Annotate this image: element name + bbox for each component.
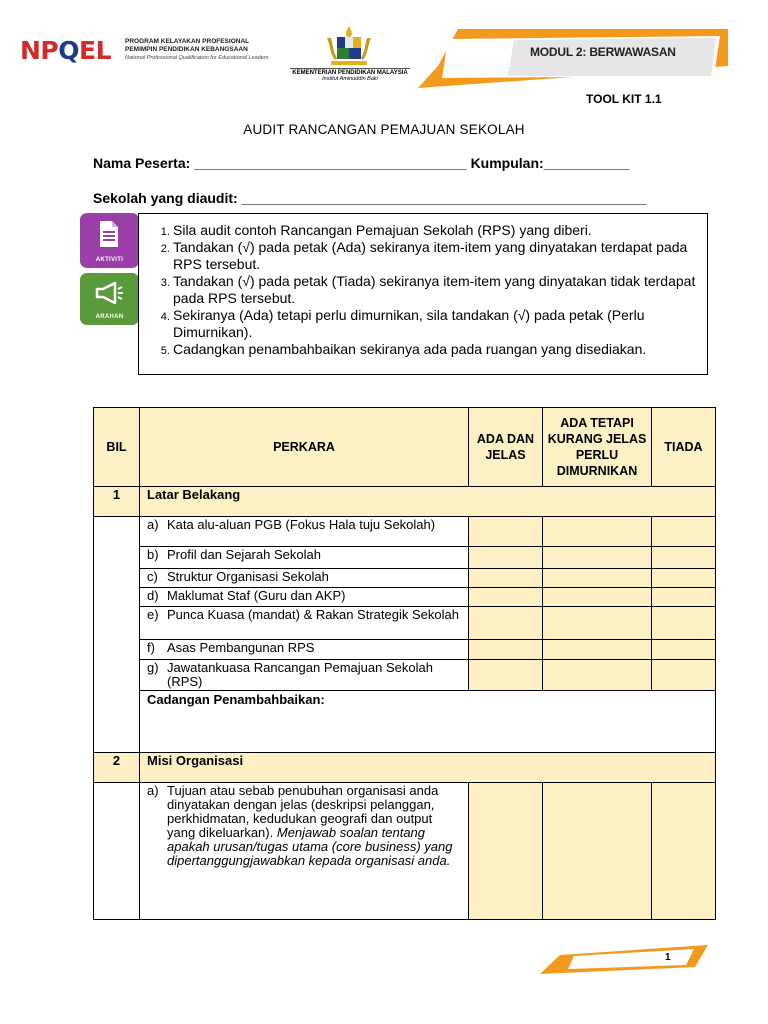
checkbox-ada[interactable] xyxy=(469,547,543,569)
footer-banner xyxy=(530,943,715,976)
checkbox-tiada[interactable] xyxy=(652,660,716,691)
document-icon xyxy=(98,220,120,248)
col-ada: ADA DAN JELAS xyxy=(469,408,543,487)
table-row xyxy=(94,569,716,588)
program-line-1: PROGRAM KELAYAKAN PROFESIONAL xyxy=(125,38,250,45)
instruction-item: 5. Cadangkan penambahbaikan sekiranya ada pada ruangan yang disediakan. xyxy=(173,341,707,358)
megaphone-icon xyxy=(94,281,124,305)
arahan-label: ARAHAN xyxy=(95,314,124,320)
item-text: c) Struktur Organisasi Sekolah xyxy=(147,569,329,584)
checkbox-tiada[interactable] xyxy=(652,607,716,640)
section-title: Latar Belakang xyxy=(140,487,716,517)
checkbox-tiada[interactable] xyxy=(652,783,716,920)
header-row xyxy=(94,408,716,487)
checkbox-dimurnikan[interactable] xyxy=(543,607,652,640)
malaysia-crest-icon xyxy=(321,24,377,68)
arahan-badge xyxy=(80,273,139,325)
item-description: Tujuan atau sebab penubuhan organisasi anda dinyatakan dengan jelas (deskripsi pelanggan, perkhidmatan, kedudukan geografi dan output yang dikeluarkan). xyxy=(167,783,439,840)
checkbox-dimurnikan[interactable] xyxy=(543,660,652,691)
instructions-list xyxy=(139,214,707,358)
checkbox-tiada[interactable] xyxy=(652,569,716,588)
cadangan-label: Cadangan Penambahbaikan: xyxy=(147,692,325,707)
checkbox-ada[interactable] xyxy=(469,517,543,547)
instruction-item: 1. Sila audit contoh Rancangan Pemajuan Sekolah (RPS) yang diberi. xyxy=(173,222,707,239)
col-perkara: PERKARA xyxy=(140,408,469,487)
aktiviti-label: AKTIVITI xyxy=(95,257,124,263)
item-text: a) Tujuan atau sebab penubuhan organisasi anda dinyatakan dengan jelas (deskripsi pelanggan, perkhidmatan, kedudukan geografi dan output yang dikeluarkan). Menjawab soalan tentang apakah urusan/tugas utama (core business) yang dipertanggungjawabkan kepada organisasi anda. xyxy=(147,783,453,868)
aktiviti-badge xyxy=(80,213,139,268)
checkbox-ada[interactable] xyxy=(469,640,543,660)
checkbox-ada[interactable] xyxy=(469,660,543,691)
section-row xyxy=(94,753,716,783)
checkbox-tiada[interactable] xyxy=(652,547,716,569)
item-italic-note: Menjawab soalan tentang apakah urusan/tugas utama (core business) yang dipertanggungjawabkan kepada organisasi anda. xyxy=(167,825,453,868)
table-row xyxy=(94,607,716,640)
instruction-item: 2. Tandakan (√) pada petak (Ada) sekiranya item-item yang dinyatakan terdapat pada RPS tersebut. xyxy=(173,239,707,273)
program-line-3: National Professional Qualification for Educational Leaders xyxy=(125,55,269,61)
col-tiada: TIADA xyxy=(652,408,716,487)
checkbox-ada[interactable] xyxy=(469,588,543,607)
audit-table xyxy=(93,407,716,920)
sekolah-field[interactable]: Sekolah yang diaudit: ____________________________________________________ xyxy=(93,190,647,206)
program-name xyxy=(125,38,268,62)
item-text: e) Punca Kuasa (mandat) & Rakan Strategik Sekolah xyxy=(147,607,459,622)
col-ada-tetapi: ADA TETAPI KURANG JELAS PERLU DIMURNIKAN xyxy=(543,408,652,487)
ministry-line-1: KEMENTERIAN PENDIDIKAN MALAYSIA xyxy=(290,68,410,76)
ministry-line-2: Institut Aminuddin Baki xyxy=(322,76,378,82)
toolkit-label: TOOL KIT 1.1 xyxy=(586,92,662,106)
table-row xyxy=(94,640,716,660)
section-number: 1 xyxy=(94,487,140,517)
checkbox-dimurnikan[interactable] xyxy=(543,640,652,660)
table-row xyxy=(94,517,716,547)
page-title: AUDIT RANCANGAN PEMAJUAN SEKOLAH xyxy=(243,122,525,137)
item-text: f) Asas Pembangunan RPS xyxy=(147,640,315,655)
table-row xyxy=(94,588,716,607)
checkbox-tiada[interactable] xyxy=(652,588,716,607)
table-row xyxy=(94,783,716,920)
checkbox-ada[interactable] xyxy=(469,607,543,640)
page-number: 1 xyxy=(665,952,671,963)
checkbox-dimurnikan[interactable] xyxy=(543,547,652,569)
checkbox-dimurnikan[interactable] xyxy=(543,783,652,920)
item-text: g) Jawatankuasa Rancangan Pemajuan Sekolah (RPS) xyxy=(147,660,433,689)
ministry-label xyxy=(290,68,410,82)
item-text: d) Maklumat Staf (Guru dan AKP) xyxy=(147,588,346,603)
col-bil: BIL xyxy=(94,408,140,487)
module-title: MODUL 2: BERWAWASAN xyxy=(530,45,676,59)
checkbox-dimurnikan[interactable] xyxy=(543,588,652,607)
checkbox-dimurnikan[interactable] xyxy=(543,517,652,547)
npqel-logo: NPQEL xyxy=(20,36,112,65)
checkbox-tiada[interactable] xyxy=(652,640,716,660)
instruction-item: 3. Tandakan (√) pada petak (Tiada) sekiranya item-item yang dinyatakan tidak terdapat pada RPS tersebut. xyxy=(173,273,707,307)
instruction-item: 4. Sekiranya (Ada) tetapi perlu dimurnikan, sila tandakan (√) pada petak (Perlu Dimurnikan). xyxy=(173,307,707,341)
cadangan-field[interactable] xyxy=(140,691,716,753)
item-text: b) Profil dan Sejarah Sekolah xyxy=(147,547,321,562)
cadangan-row xyxy=(94,691,716,753)
checkbox-ada[interactable] xyxy=(469,783,543,920)
bil-blank-cell xyxy=(94,783,140,920)
bil-blank-cell xyxy=(94,517,140,753)
table-row xyxy=(94,660,716,691)
checkbox-dimurnikan[interactable] xyxy=(543,569,652,588)
section-row xyxy=(94,487,716,517)
instructions-box xyxy=(138,213,708,375)
item-text: a) Kata alu-aluan PGB (Fokus Hala tuju Sekolah) xyxy=(147,517,436,532)
program-line-2: PEMIMPIN PENDIDIKAN KEBANGSAAN xyxy=(125,46,248,53)
nama-peserta-field[interactable]: Nama Peserta: ___________________________________ Kumpulan:___________ xyxy=(93,155,630,171)
section-title: Misi Organisasi xyxy=(140,753,716,783)
checkbox-ada[interactable] xyxy=(469,569,543,588)
table-row xyxy=(94,547,716,569)
checkbox-tiada[interactable] xyxy=(652,517,716,547)
section-number: 2 xyxy=(94,753,140,783)
